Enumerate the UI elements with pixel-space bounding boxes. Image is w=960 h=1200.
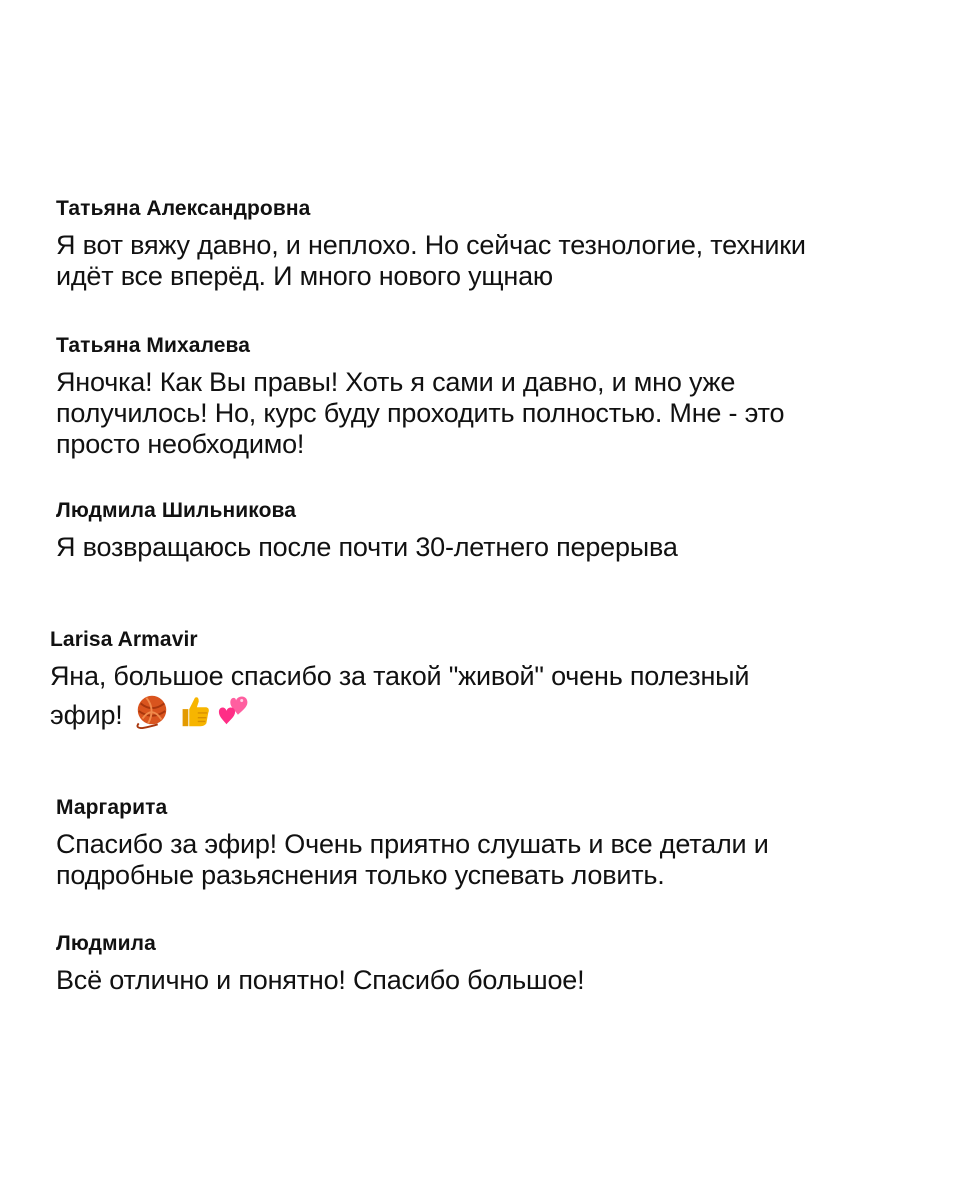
- comment-text-line: получилось! Но, курс буду проходить полностью. Мне - это: [56, 398, 785, 428]
- comment-text-line: Всё отлично и понятно! Спасибо большое!: [56, 965, 585, 995]
- comment-text-line: Я вот вяжу давно, и неплохо. Но сейчас тезнологие, техники: [56, 230, 806, 260]
- comment-text-line: идёт все вперёд. И много нового ущнаю: [56, 261, 553, 291]
- comment-author: Людмила: [56, 932, 156, 955]
- yarn-ball-icon: [133, 692, 171, 730]
- comment-text-line: Яна, большое спасибо за такой "живой" очень полезный: [50, 661, 750, 691]
- comment-3: [56, 498, 916, 563]
- two-hearts-icon: [217, 692, 255, 730]
- comment-text: [50, 661, 910, 731]
- comment-author: Маргарита: [56, 796, 168, 819]
- comment-author: Людмила Шильникова: [56, 499, 297, 522]
- comment-4: [50, 627, 910, 731]
- comment-text: [56, 829, 916, 891]
- comment-text-line: эфир!: [50, 700, 123, 730]
- comment-5: [56, 795, 916, 891]
- comment-text: [56, 965, 916, 996]
- comment-text-line: подробные разьяснения только успевать ловить.: [56, 860, 665, 890]
- comment-1: [56, 196, 916, 292]
- emoji-group: [133, 692, 255, 730]
- thumbs-up-icon: [175, 692, 213, 730]
- comment-text: [56, 230, 916, 292]
- comment-text: [56, 367, 916, 460]
- comment-text-line: Я возвращаюсь после почти 30-летнего перерыва: [56, 532, 678, 562]
- comment-text-line: просто необходимо!: [56, 429, 305, 459]
- comment-6: [56, 931, 916, 996]
- comment-author: Татьяна Михалева: [56, 334, 251, 357]
- comment-text: [56, 532, 916, 563]
- comment-text-line: Спасибо за эфир! Очень приятно слушать и все детали и: [56, 829, 769, 859]
- comment-author: Larisa Armavir: [50, 628, 198, 651]
- comment-2: [56, 333, 916, 460]
- comment-text-line: Яночка! Как Вы правы! Хоть я сами и давно, и мно уже: [56, 367, 736, 397]
- comment-author: Татьяна Александровна: [56, 197, 311, 220]
